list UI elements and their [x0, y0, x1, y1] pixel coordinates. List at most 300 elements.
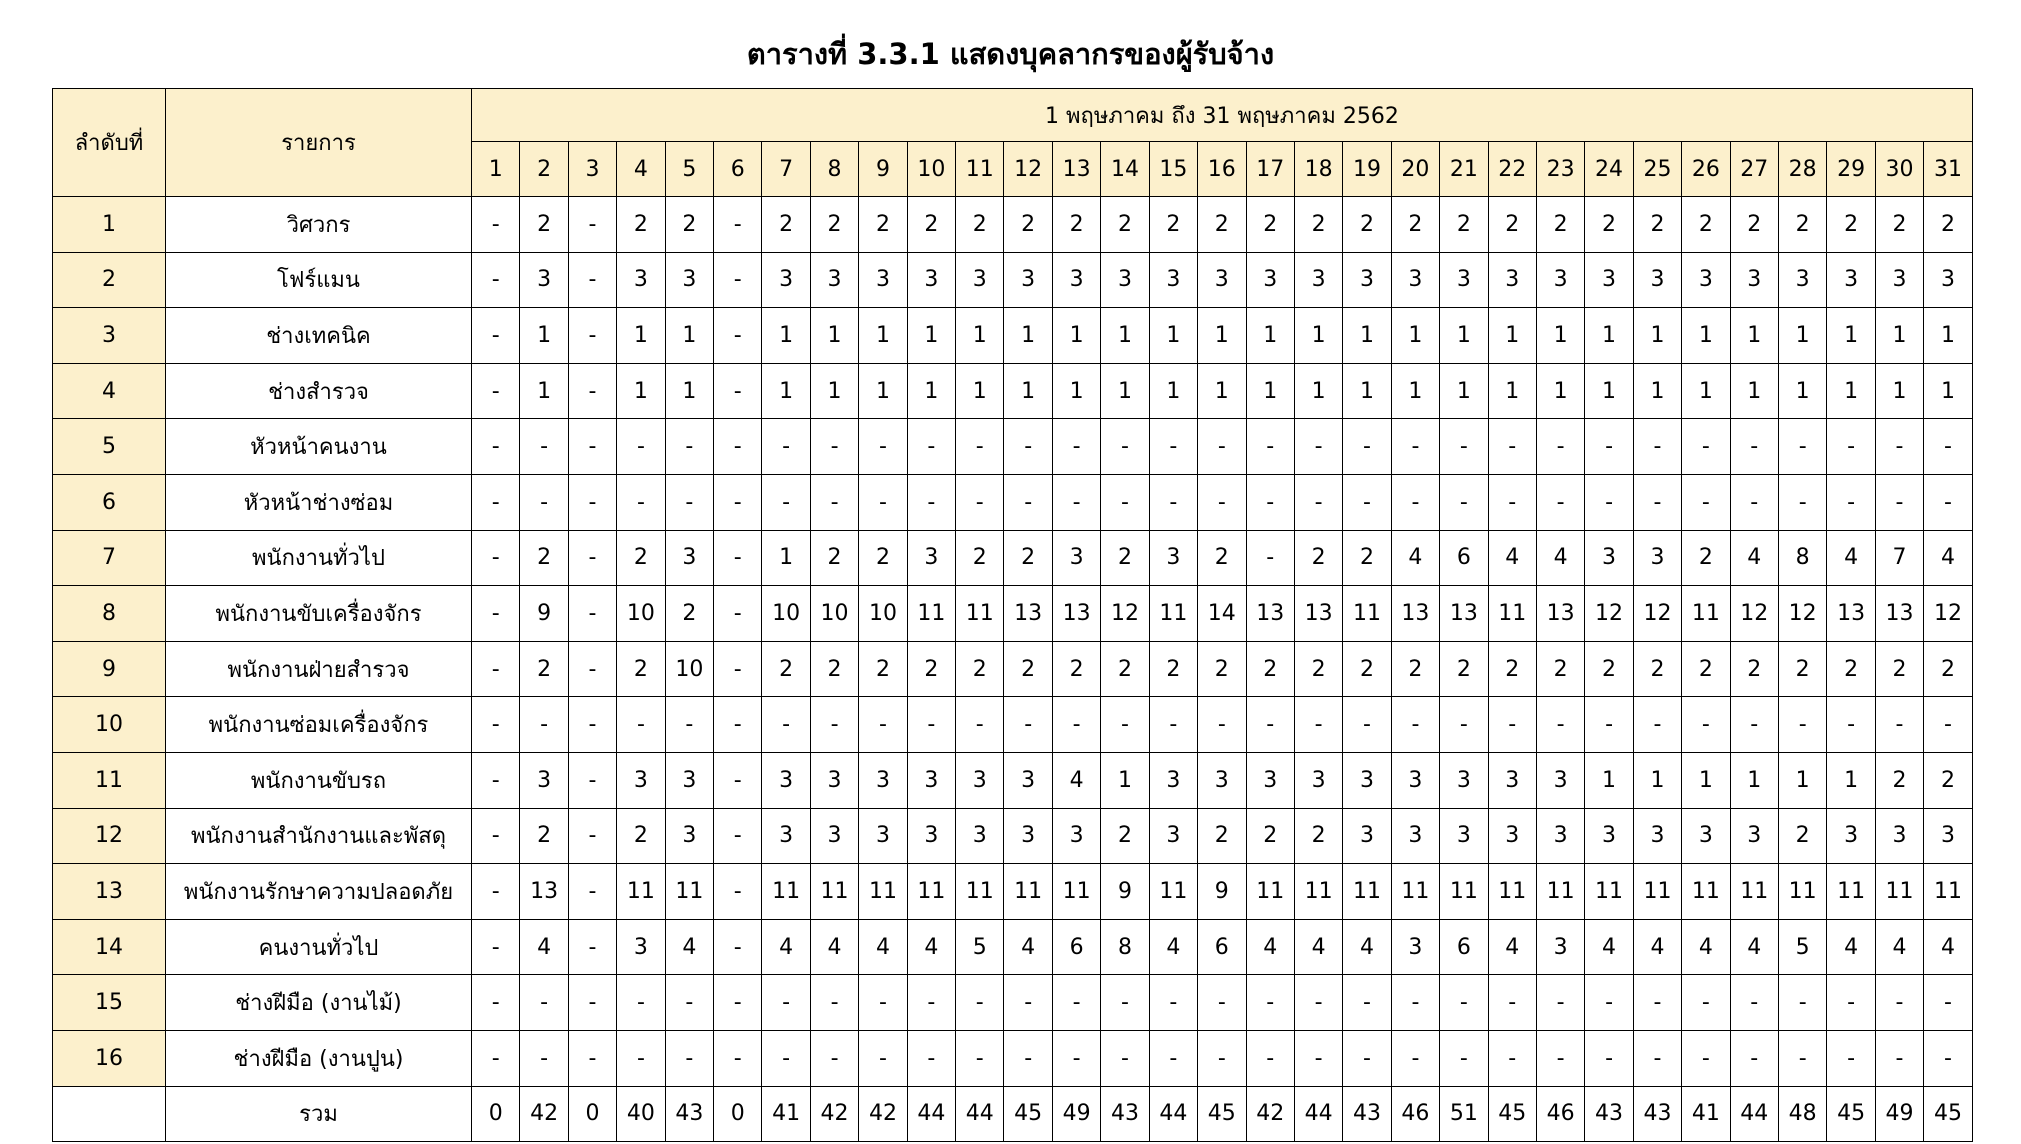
row-value-day-9: 1: [859, 308, 907, 364]
total-value-day-24: 43: [1585, 1086, 1633, 1142]
row-value-day-25: 3: [1633, 252, 1681, 308]
row-value-day-12: 2: [1004, 641, 1052, 697]
row-value-day-8: 11: [810, 864, 858, 920]
row-value-day-18: -: [1294, 474, 1342, 530]
row-value-day-21: -: [1440, 419, 1488, 475]
row-value-day-19: -: [1343, 474, 1391, 530]
row-value-day-22: -: [1488, 1030, 1536, 1086]
row-value-day-29: -: [1827, 1030, 1875, 1086]
row-value-day-5: 4: [665, 919, 713, 975]
row-value-day-14: 9: [1101, 864, 1149, 920]
row-value-day-3: -: [568, 1030, 616, 1086]
row-value-day-12: -: [1004, 1030, 1052, 1086]
row-value-day-4: 10: [617, 586, 665, 642]
row-value-day-5: -: [665, 1030, 713, 1086]
row-value-day-8: 2: [810, 641, 858, 697]
row-value-day-15: 3: [1149, 808, 1197, 864]
row-value-day-27: -: [1730, 975, 1778, 1031]
row-value-day-10: 1: [907, 363, 955, 419]
row-value-day-6: -: [714, 641, 762, 697]
table-row: [53, 864, 1973, 920]
row-value-day-1: -: [472, 697, 520, 753]
total-value-day-28: 48: [1778, 1086, 1826, 1142]
row-value-day-3: -: [568, 363, 616, 419]
row-value-day-24: -: [1585, 1030, 1633, 1086]
row-value-day-3: -: [568, 474, 616, 530]
row-value-day-18: 1: [1294, 363, 1342, 419]
total-value-day-21: 51: [1440, 1086, 1488, 1142]
row-value-day-6: -: [714, 1030, 762, 1086]
row-value-day-10: -: [907, 1030, 955, 1086]
row-value-day-18: 2: [1294, 197, 1342, 253]
table-row: [53, 808, 1973, 864]
row-value-day-27: 11: [1730, 864, 1778, 920]
row-value-day-9: 11: [859, 864, 907, 920]
row-value-day-2: -: [520, 419, 568, 475]
row-value-day-25: 1: [1633, 363, 1681, 419]
row-value-day-26: 1: [1682, 308, 1730, 364]
row-value-day-2: 4: [520, 919, 568, 975]
row-value-day-7: 1: [762, 530, 810, 586]
row-value-day-19: 3: [1343, 252, 1391, 308]
row-value-day-28: -: [1778, 474, 1826, 530]
row-value-day-13: 13: [1052, 586, 1100, 642]
row-value-day-22: 1: [1488, 363, 1536, 419]
row-value-day-2: 9: [520, 586, 568, 642]
row-value-day-12: 4: [1004, 919, 1052, 975]
row-value-day-27: 1: [1730, 363, 1778, 419]
row-value-day-15: 2: [1149, 641, 1197, 697]
row-value-day-31: 2: [1924, 641, 1973, 697]
row-value-day-11: 3: [956, 808, 1004, 864]
row-value-day-28: 1: [1778, 363, 1826, 419]
day-header-9: 9: [859, 142, 907, 197]
row-value-day-9: -: [859, 474, 907, 530]
row-value-day-4: 2: [617, 641, 665, 697]
row-value-day-29: -: [1827, 419, 1875, 475]
table-row: [53, 474, 1973, 530]
row-value-day-2: 3: [520, 252, 568, 308]
row-value-day-2: 2: [520, 641, 568, 697]
row-value-day-21: -: [1440, 697, 1488, 753]
row-value-day-27: 3: [1730, 252, 1778, 308]
row-value-day-11: 1: [956, 308, 1004, 364]
row-value-day-30: 1: [1875, 308, 1923, 364]
day-header-19: 19: [1343, 142, 1391, 197]
row-value-day-17: 2: [1246, 808, 1294, 864]
row-value-day-25: 1: [1633, 752, 1681, 808]
row-value-day-29: -: [1827, 474, 1875, 530]
row-item: ช่างฝีมือ (งานปูน): [166, 1030, 472, 1086]
row-seq: 7: [53, 530, 166, 586]
row-value-day-23: 1: [1536, 308, 1584, 364]
row-value-day-2: -: [520, 975, 568, 1031]
table-body: [53, 197, 1973, 1142]
row-value-day-26: -: [1682, 1030, 1730, 1086]
row-seq: 8: [53, 586, 166, 642]
row-value-day-31: -: [1924, 419, 1973, 475]
row-value-day-30: 2: [1875, 752, 1923, 808]
row-value-day-15: -: [1149, 419, 1197, 475]
table-row: [53, 919, 1973, 975]
total-value-day-16: 45: [1198, 1086, 1246, 1142]
row-value-day-29: 2: [1827, 641, 1875, 697]
row-value-day-16: 3: [1198, 252, 1246, 308]
row-value-day-19: 11: [1343, 586, 1391, 642]
row-value-day-15: 3: [1149, 530, 1197, 586]
row-value-day-7: -: [762, 419, 810, 475]
row-value-day-15: -: [1149, 975, 1197, 1031]
row-value-day-4: 2: [617, 197, 665, 253]
row-value-day-11: 3: [956, 252, 1004, 308]
row-value-day-19: -: [1343, 419, 1391, 475]
row-seq: 2: [53, 252, 166, 308]
row-value-day-29: 2: [1827, 197, 1875, 253]
row-value-day-2: 2: [520, 530, 568, 586]
row-value-day-10: 4: [907, 919, 955, 975]
row-value-day-15: -: [1149, 697, 1197, 753]
row-value-day-19: 1: [1343, 363, 1391, 419]
row-value-day-21: 3: [1440, 752, 1488, 808]
total-value-day-30: 49: [1875, 1086, 1923, 1142]
row-value-day-18: -: [1294, 1030, 1342, 1086]
row-value-day-29: 4: [1827, 919, 1875, 975]
table-row: [53, 752, 1973, 808]
row-value-day-26: -: [1682, 474, 1730, 530]
row-value-day-28: -: [1778, 1030, 1826, 1086]
row-value-day-8: -: [810, 474, 858, 530]
table-row: [53, 697, 1973, 753]
row-value-day-4: -: [617, 697, 665, 753]
row-value-day-1: -: [472, 363, 520, 419]
row-value-day-1: -: [472, 1030, 520, 1086]
row-value-day-25: 3: [1633, 808, 1681, 864]
row-value-day-18: 3: [1294, 752, 1342, 808]
day-header-3: 3: [568, 142, 616, 197]
row-value-day-3: -: [568, 197, 616, 253]
row-value-day-3: -: [568, 419, 616, 475]
row-value-day-21: -: [1440, 474, 1488, 530]
row-value-day-30: 2: [1875, 641, 1923, 697]
row-value-day-11: 3: [956, 752, 1004, 808]
row-value-day-1: -: [472, 864, 520, 920]
row-value-day-5: -: [665, 474, 713, 530]
row-value-day-20: 1: [1391, 308, 1439, 364]
row-value-day-14: -: [1101, 975, 1149, 1031]
row-item: ช่างเทคนิค: [166, 308, 472, 364]
total-value-day-11: 44: [956, 1086, 1004, 1142]
row-value-day-26: 2: [1682, 641, 1730, 697]
row-value-day-4: 3: [617, 919, 665, 975]
row-value-day-5: 10: [665, 641, 713, 697]
row-value-day-8: 10: [810, 586, 858, 642]
row-value-day-9: 10: [859, 586, 907, 642]
row-value-day-26: 4: [1682, 919, 1730, 975]
row-value-day-11: 2: [956, 530, 1004, 586]
row-value-day-19: -: [1343, 697, 1391, 753]
row-value-day-23: 11: [1536, 864, 1584, 920]
row-value-day-28: -: [1778, 419, 1826, 475]
row-value-day-22: 11: [1488, 864, 1536, 920]
table-row: [53, 252, 1973, 308]
row-value-day-15: -: [1149, 1030, 1197, 1086]
row-value-day-23: -: [1536, 419, 1584, 475]
row-value-day-5: 2: [665, 197, 713, 253]
row-value-day-5: -: [665, 419, 713, 475]
row-value-day-16: 2: [1198, 530, 1246, 586]
row-value-day-15: 1: [1149, 363, 1197, 419]
row-value-day-14: 1: [1101, 752, 1149, 808]
row-value-day-12: -: [1004, 697, 1052, 753]
row-value-day-17: 2: [1246, 641, 1294, 697]
row-value-day-9: 2: [859, 197, 907, 253]
day-header-22: 22: [1488, 142, 1536, 197]
row-value-day-8: 2: [810, 530, 858, 586]
row-seq: 14: [53, 919, 166, 975]
row-value-day-17: -: [1246, 975, 1294, 1031]
row-value-day-17: 4: [1246, 919, 1294, 975]
row-value-day-23: -: [1536, 975, 1584, 1031]
row-value-day-18: 4: [1294, 919, 1342, 975]
row-value-day-28: 5: [1778, 919, 1826, 975]
row-value-day-27: 3: [1730, 808, 1778, 864]
day-header-2: 2: [520, 142, 568, 197]
row-value-day-4: 11: [617, 864, 665, 920]
row-value-day-12: 3: [1004, 252, 1052, 308]
row-value-day-28: 1: [1778, 752, 1826, 808]
row-value-day-25: 11: [1633, 864, 1681, 920]
row-value-day-21: -: [1440, 1030, 1488, 1086]
row-value-day-28: 11: [1778, 864, 1826, 920]
row-value-day-18: 2: [1294, 530, 1342, 586]
row-value-day-15: 3: [1149, 752, 1197, 808]
row-value-day-17: -: [1246, 1030, 1294, 1086]
row-item: พนักงานทั่วไป: [166, 530, 472, 586]
row-value-day-24: 4: [1585, 919, 1633, 975]
row-value-day-26: 1: [1682, 363, 1730, 419]
row-value-day-8: -: [810, 419, 858, 475]
row-value-day-14: 2: [1101, 808, 1149, 864]
row-value-day-8: -: [810, 697, 858, 753]
row-value-day-4: -: [617, 1030, 665, 1086]
day-header-6: 6: [714, 142, 762, 197]
row-value-day-24: 2: [1585, 197, 1633, 253]
row-value-day-8: -: [810, 1030, 858, 1086]
row-value-day-10: 2: [907, 197, 955, 253]
row-value-day-4: -: [617, 419, 665, 475]
row-value-day-26: 11: [1682, 864, 1730, 920]
row-value-day-2: 2: [520, 197, 568, 253]
row-value-day-28: 2: [1778, 641, 1826, 697]
row-value-day-6: -: [714, 586, 762, 642]
row-value-day-25: 4: [1633, 919, 1681, 975]
row-value-day-13: -: [1052, 697, 1100, 753]
period-header: 1 พฤษภาคม ถึง 31 พฤษภาคม 2562: [472, 89, 1973, 142]
row-value-day-26: 11: [1682, 586, 1730, 642]
row-value-day-8: 1: [810, 363, 858, 419]
row-seq: 15: [53, 975, 166, 1031]
row-value-day-1: -: [472, 919, 520, 975]
row-value-day-6: -: [714, 308, 762, 364]
row-value-day-10: 11: [907, 864, 955, 920]
row-value-day-10: -: [907, 474, 955, 530]
table-row: [53, 197, 1973, 253]
row-value-day-16: 2: [1198, 641, 1246, 697]
row-value-day-31: 3: [1924, 808, 1973, 864]
row-value-day-31: -: [1924, 474, 1973, 530]
row-value-day-1: -: [472, 808, 520, 864]
row-value-day-22: 11: [1488, 586, 1536, 642]
row-item: พนักงานขับรถ: [166, 752, 472, 808]
row-value-day-12: 1: [1004, 363, 1052, 419]
row-value-day-30: 4: [1875, 919, 1923, 975]
row-value-day-4: 1: [617, 308, 665, 364]
row-seq: 4: [53, 363, 166, 419]
table-row: [53, 308, 1973, 364]
row-value-day-1: -: [472, 252, 520, 308]
row-value-day-7: 11: [762, 864, 810, 920]
row-value-day-27: 1: [1730, 308, 1778, 364]
row-value-day-16: 9: [1198, 864, 1246, 920]
row-value-day-17: 11: [1246, 864, 1294, 920]
row-value-day-3: -: [568, 641, 616, 697]
row-value-day-8: 3: [810, 752, 858, 808]
row-value-day-13: 2: [1052, 197, 1100, 253]
row-value-day-6: -: [714, 474, 762, 530]
row-value-day-31: 1: [1924, 363, 1973, 419]
row-value-day-23: -: [1536, 1030, 1584, 1086]
row-item: พนักงานซ่อมเครื่องจักร: [166, 697, 472, 753]
row-value-day-30: 1: [1875, 363, 1923, 419]
day-header-4: 4: [617, 142, 665, 197]
row-value-day-30: -: [1875, 419, 1923, 475]
row-value-day-1: -: [472, 419, 520, 475]
row-value-day-26: -: [1682, 975, 1730, 1031]
day-header-30: 30: [1875, 142, 1923, 197]
day-header-26: 26: [1682, 142, 1730, 197]
row-value-day-22: 3: [1488, 808, 1536, 864]
row-value-day-18: 11: [1294, 864, 1342, 920]
row-value-day-16: 6: [1198, 919, 1246, 975]
row-value-day-23: 13: [1536, 586, 1584, 642]
row-value-day-15: 2: [1149, 197, 1197, 253]
row-value-day-24: 2: [1585, 641, 1633, 697]
row-value-day-21: 6: [1440, 530, 1488, 586]
row-value-day-13: 1: [1052, 308, 1100, 364]
row-value-day-6: -: [714, 697, 762, 753]
row-value-day-12: 2: [1004, 197, 1052, 253]
total-value-day-7: 41: [762, 1086, 810, 1142]
day-header-24: 24: [1585, 142, 1633, 197]
total-row: [53, 1086, 1973, 1142]
row-value-day-20: 2: [1391, 197, 1439, 253]
table-row: [53, 363, 1973, 419]
row-value-day-13: -: [1052, 419, 1100, 475]
row-value-day-18: 1: [1294, 308, 1342, 364]
row-value-day-18: 2: [1294, 641, 1342, 697]
day-header-29: 29: [1827, 142, 1875, 197]
day-header-10: 10: [907, 142, 955, 197]
row-value-day-31: -: [1924, 697, 1973, 753]
row-value-day-27: 2: [1730, 641, 1778, 697]
row-value-day-18: -: [1294, 975, 1342, 1031]
row-value-day-15: 1: [1149, 308, 1197, 364]
row-value-day-15: 4: [1149, 919, 1197, 975]
row-value-day-30: 7: [1875, 530, 1923, 586]
row-value-day-30: 3: [1875, 252, 1923, 308]
row-value-day-14: 2: [1101, 530, 1149, 586]
row-value-day-10: 3: [907, 752, 955, 808]
row-value-day-9: -: [859, 1030, 907, 1086]
day-header-21: 21: [1440, 142, 1488, 197]
row-value-day-30: 13: [1875, 586, 1923, 642]
day-header-7: 7: [762, 142, 810, 197]
row-value-day-31: -: [1924, 975, 1973, 1031]
day-header-8: 8: [810, 142, 858, 197]
row-value-day-3: -: [568, 975, 616, 1031]
row-value-day-3: -: [568, 919, 616, 975]
row-value-day-14: -: [1101, 419, 1149, 475]
row-value-day-23: 2: [1536, 197, 1584, 253]
row-value-day-1: -: [472, 197, 520, 253]
row-value-day-25: 1: [1633, 308, 1681, 364]
total-value-day-25: 43: [1633, 1086, 1681, 1142]
row-value-day-14: 2: [1101, 197, 1149, 253]
total-value-day-12: 45: [1004, 1086, 1052, 1142]
day-header-1: 1: [472, 142, 520, 197]
row-value-day-14: 1: [1101, 308, 1149, 364]
total-value-day-22: 45: [1488, 1086, 1536, 1142]
table-row: [53, 586, 1973, 642]
row-value-day-15: 11: [1149, 864, 1197, 920]
row-value-day-3: -: [568, 808, 616, 864]
row-value-day-19: 2: [1343, 197, 1391, 253]
total-value-day-29: 45: [1827, 1086, 1875, 1142]
row-value-day-5: 2: [665, 586, 713, 642]
total-value-day-18: 44: [1294, 1086, 1342, 1142]
total-value-day-8: 42: [810, 1086, 858, 1142]
row-value-day-20: 3: [1391, 752, 1439, 808]
day-header-31: 31: [1924, 142, 1973, 197]
row-value-day-18: 3: [1294, 252, 1342, 308]
day-header-11: 11: [956, 142, 1004, 197]
row-value-day-6: -: [714, 252, 762, 308]
row-value-day-10: 3: [907, 252, 955, 308]
row-value-day-27: 1: [1730, 752, 1778, 808]
row-value-day-30: 11: [1875, 864, 1923, 920]
row-value-day-3: -: [568, 252, 616, 308]
row-value-day-9: 2: [859, 530, 907, 586]
row-value-day-2: 3: [520, 752, 568, 808]
row-value-day-8: 3: [810, 808, 858, 864]
row-value-day-8: 4: [810, 919, 858, 975]
row-value-day-18: 13: [1294, 586, 1342, 642]
row-value-day-20: -: [1391, 697, 1439, 753]
row-value-day-11: -: [956, 1030, 1004, 1086]
row-value-day-31: 4: [1924, 919, 1973, 975]
row-value-day-17: -: [1246, 419, 1294, 475]
row-value-day-16: 1: [1198, 363, 1246, 419]
row-value-day-6: -: [714, 530, 762, 586]
row-value-day-12: -: [1004, 419, 1052, 475]
row-value-day-30: -: [1875, 1030, 1923, 1086]
row-value-day-9: 2: [859, 641, 907, 697]
row-value-day-9: 3: [859, 808, 907, 864]
row-value-day-24: -: [1585, 975, 1633, 1031]
row-value-day-7: 2: [762, 641, 810, 697]
row-value-day-28: 8: [1778, 530, 1826, 586]
row-value-day-29: -: [1827, 697, 1875, 753]
